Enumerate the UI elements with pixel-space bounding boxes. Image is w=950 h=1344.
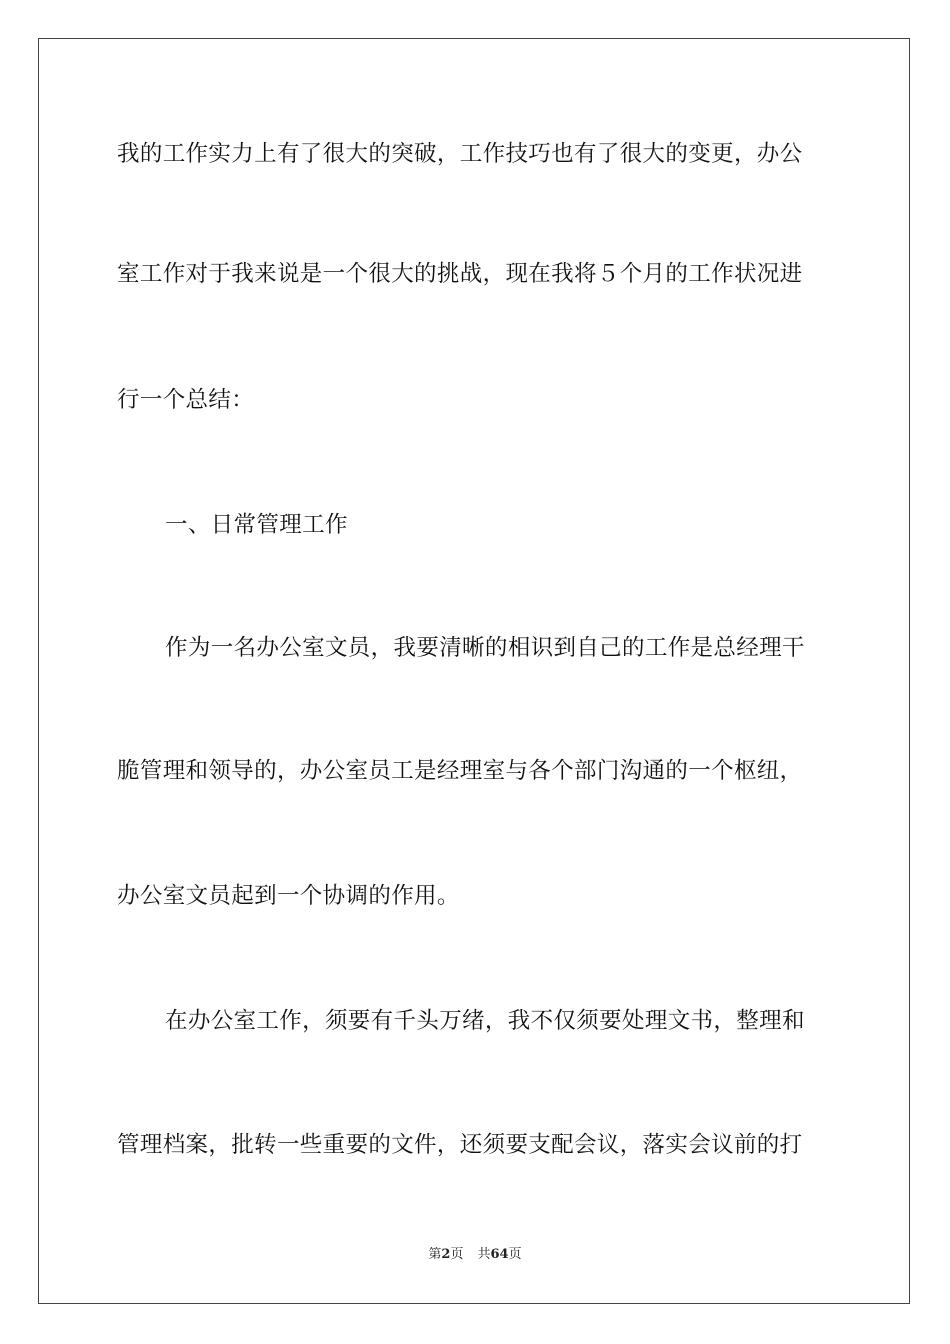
section-heading: 一、日常管理工作 [165, 512, 348, 538]
paragraph-first-line: 在办公室工作，须要有千头万绪，我不仅须要处理文书，整理和 [165, 1008, 805, 1034]
page-unit: 页 [450, 1247, 464, 1262]
total-page-count: 64 [490, 1247, 509, 1262]
text-line: 室工作对于我来说是一个很大的挑战，现在我将５个月的工作状况进 [117, 261, 803, 287]
total-unit: 页 [508, 1247, 522, 1262]
page-border [38, 38, 910, 1304]
current-page-number: 2 [441, 1247, 451, 1262]
text-line: 办公室文员起到一个协调的作用。 [117, 883, 460, 909]
page-prefix: 第 [428, 1247, 442, 1262]
text-line: 行一个总结： [117, 387, 255, 413]
text-line: 我的工作实力上有了很大的突破，工作技巧也有了很大的变更，办公 [117, 141, 803, 167]
text-line: 脆管理和领导的，办公室员工是经理室与各个部门沟通的一个枢纽， [117, 758, 803, 784]
page-footer [0, 1246, 950, 1264]
text-line: 管理档案，批转一些重要的文件，还须要支配会议，落实会议前的打 [117, 1132, 803, 1158]
paragraph-first-line: 作为一名办公室文员，我要清晰的相识到自己的工作是总经理干 [165, 635, 805, 661]
total-prefix: 共 [477, 1247, 491, 1262]
